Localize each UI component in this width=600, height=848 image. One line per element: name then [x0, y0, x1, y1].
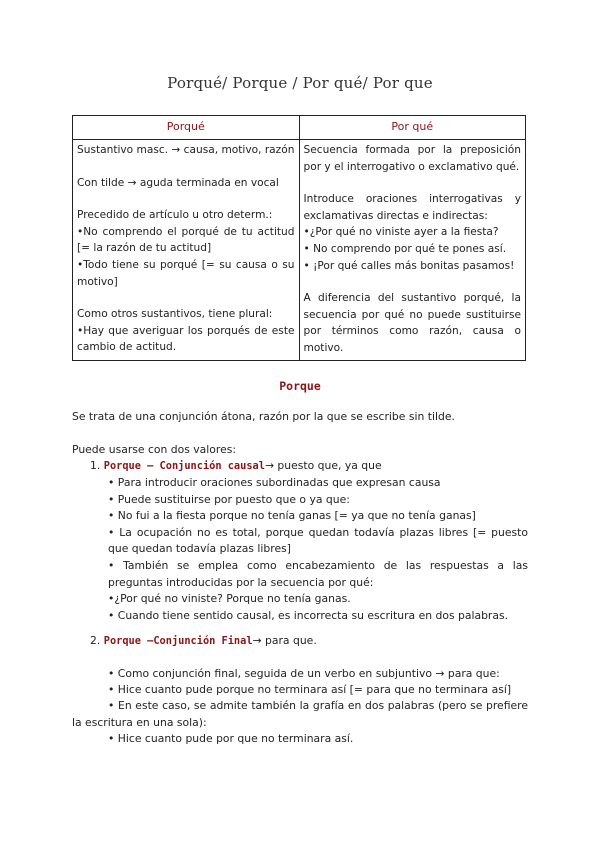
list-item: • También se emplea como encabezamiento de las respuestas a las preguntas introducidas por la secuencia por qué: — [108, 558, 528, 589]
column-header-por-que: Por qué — [299, 116, 526, 140]
porque-intro-text: Se trata de una conjunción átona, razón por la que se escribe sin tilde. — [72, 410, 455, 423]
causal-meaning: → puesto que, ya que — [264, 459, 382, 472]
list-item-causal — [90, 458, 530, 475]
porque-definition: Sustantivo masc. → causa, motivo, razón — [77, 144, 295, 156]
item-number-2: 2. — [90, 634, 101, 647]
por-que-example-1: •¿Por qué no viniste ayer a la fiesta? — [303, 226, 499, 239]
porque-cell — [73, 140, 300, 361]
porque-article-intro: Precedido de artículo u otro determ.: — [77, 209, 273, 222]
final-bullet-1: • Como conjunción final, seguida de un verbo en subjuntivo → para que: — [108, 667, 500, 680]
porque-example-2: •Todo tiene su porqué [= su causa o su motivo] — [77, 258, 295, 288]
porque-example-1: •No comprendo el porqué de tu actitud [= la razón de tu actitud] — [77, 225, 295, 255]
column-header-porque: Porqué — [73, 116, 300, 140]
por-que-example-2: • No comprendo por qué te pones así. — [303, 242, 507, 255]
porque-plural-example: •Hay que averiguar los porqués de este cambio de actitud. — [77, 324, 295, 354]
por-que-difference: A diferencia del sustantivo porqué, la secuencia por qué no puede sustituirse por términos como razón, causa o motivo. — [303, 292, 521, 354]
porque-section-heading: Porque — [279, 379, 321, 393]
por-que-example-3: • ¡Por qué calles más bonitas pasamos! — [303, 259, 515, 272]
list-item: •¿Por qué no viniste? Porque no tenía ganas. — [108, 592, 351, 606]
page-title: Porqué/ Porque / Por qué/ Por que — [167, 74, 433, 92]
list-item: • Cuando tiene sentido causal, es incorrecta su escritura en dos palabras. — [108, 608, 509, 622]
final-bullet-2: • Hice cuanto pude porque no terminara así [= para que no terminara así] — [108, 683, 512, 696]
table-header-row — [73, 116, 526, 140]
table-row — [73, 140, 526, 361]
list-item: • No fui a la fiesta porque no tenía ganas [= ya que no tenía ganas] — [108, 509, 476, 523]
comparison-table — [72, 115, 526, 361]
por-que-definition: Secuencia formada por la preposición por y el interrogativo o exclamativo qué. — [303, 144, 521, 173]
por-que-intro: Introduce oraciones interrogativas y exclamativas directas e indirectas: — [303, 193, 521, 222]
list-item: • Puede sustituirse por puesto que o ya que: — [108, 492, 350, 506]
list-item: • Para introducir oraciones subordinadas que expresan causa — [108, 476, 441, 489]
item-number-1: 1. — [90, 459, 101, 472]
list-item-final — [90, 633, 530, 650]
porque-tilde-rule: Con tilde → aguda terminada en vocal — [77, 176, 279, 189]
final-bullet-4: • Hice cuanto pude por que no terminara así. — [108, 732, 354, 745]
por-que-cell — [299, 140, 526, 361]
causal-label: Porque — Conjunción causal — [103, 460, 265, 472]
causal-bullet-list — [108, 475, 528, 624]
porque-plural-intro: Como otros sustantivos, tiene plural: — [77, 308, 273, 321]
final-label: Porque —Conjunción Final — [103, 635, 253, 647]
final-bullet-3: • En este caso, se admite también la grafía en dos palabras (pero se prefiere la escritura en una sola): — [72, 699, 528, 729]
values-intro-text: Puede usarse con dos valores: — [72, 443, 237, 456]
final-meaning: → para que. — [252, 634, 317, 647]
list-item: • La ocupación no es total, porque quedan todavía plazas libres [= puesto que quedan todavía plazas libres] — [108, 525, 528, 556]
